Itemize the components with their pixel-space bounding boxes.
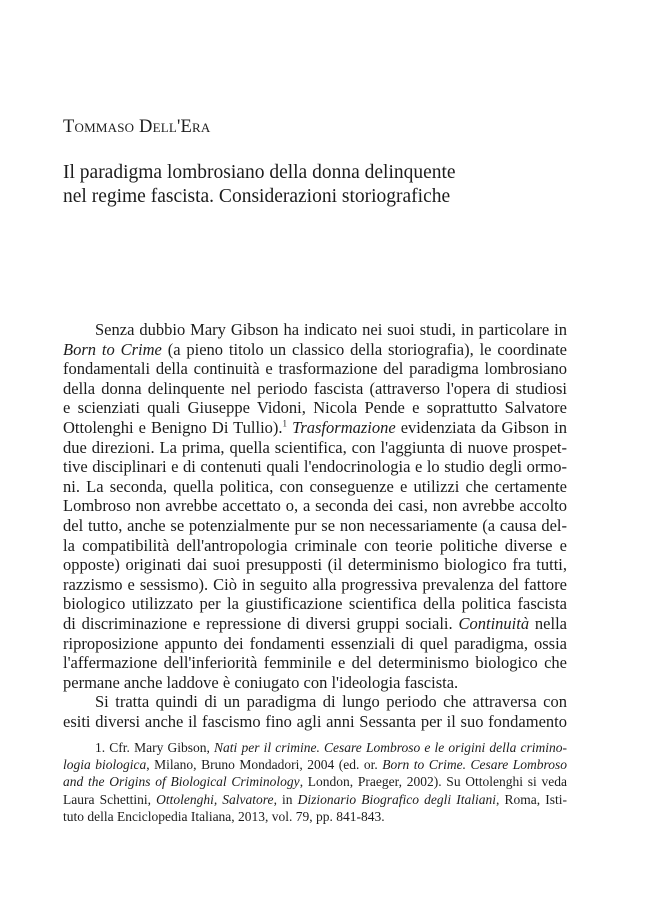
body-line: esiti diversi anche il fascismo fino agli anni Sessanta per il suo fondamento	[63, 711, 567, 731]
footnote-line: tuto della Enciclopedia Italiana, 2013, vol. 79, pp. 841-843.	[63, 808, 385, 824]
body-line: biologico utilizzato per la giustificazione scientifica della politica fascista	[63, 594, 567, 614]
body-line: due direzioni. La prima, quella scientifica, con l'aggiunta di nuove prospet-	[63, 437, 567, 457]
body-text	[63, 320, 567, 731]
body-line: permane anche laddove è coniugato con l'ideologia fascista.	[63, 672, 459, 692]
body-line: Lombroso non avrebbe accettato o, a seconda dei casi, non avrebbe accolto	[63, 496, 567, 516]
body-line: razzismo e sessismo). Ciò in seguito alla progressiva prevalenza del fattore	[63, 574, 567, 594]
title-line: Il paradigma lombrosiano della donna delinquente	[63, 162, 456, 183]
body-line: Si tratta quindi di un paradigma di lungo periodo che attraversa con	[95, 692, 567, 712]
body-line: di discriminazione e repressione di diversi gruppi sociali. Continuità nella	[63, 613, 567, 633]
body-line: riproposizione appunto dei fondamenti essenziali di quel paradigma, ossia	[63, 633, 567, 653]
body-line: l'affermazione dell'inferiorità femminile e del determinismo biologico che	[63, 653, 567, 673]
article-title	[63, 161, 456, 208]
author-name: Tommaso Dell'Era	[63, 117, 211, 137]
footnote-line: 1. Cfr. Mary Gibson, Nati per il crimine. Cesare Lombroso e le origini della crimino-	[95, 740, 567, 755]
body-line: Senza dubbio Mary Gibson ha indicato nei suoi studi, in particolare in	[95, 320, 567, 339]
body-line: e scienziati quali Giuseppe Vidoni, Nicola Pende e soprattutto Salvatore	[63, 398, 567, 418]
body-line: ni. La seconda, quella politica, con conseguenze e utilizzi che certamente	[63, 476, 567, 496]
footnote-line: and the Origins of Biological Criminology, London, Praeger, 2002). Su Ottolenghi si veda	[63, 774, 568, 790]
footnote-line: logia biologica, Milano, Bruno Mondadori, 2004 (ed. or. Born to Crime. Cesare Lombroso	[63, 757, 567, 773]
body-line: opposte) originati dai suoi presupposti (il determinismo biologico fra tutti,	[63, 555, 567, 575]
footnotes	[63, 739, 567, 825]
body-line: della donna delinquente nel periodo fascista (attraverso l'opera di studiosi	[63, 378, 567, 398]
body-line: tive disciplinari e di contenuti quali l'endocrinologia e lo studio degli ormo-	[63, 457, 567, 477]
title-line: nel regime fascista. Considerazioni storiografiche	[63, 185, 451, 207]
body-line: Ottolenghi e Benigno Di Tullio).$^1$ Trasformazione evidenziata da Gibson in	[63, 417, 568, 437]
footnote-line: Laura Schettini, Ottolenghi, Salvatore, in Dizionario Biografico degli Italiani, Roma, Isti-	[63, 791, 567, 807]
body-line: la compatibilità dell'antropologia criminale con teorie politiche diverse e	[63, 535, 567, 555]
body-line: del tutto, anche se potenzialmente pur se non necessariamente (a causa del-	[63, 515, 567, 535]
body-line: Born to Crime (a pieno titolo un classico della storiografia), le coordinate	[63, 339, 567, 359]
body-line: fondamentali della continuità e trasformazione del paradigma lombrosiano	[63, 359, 567, 379]
